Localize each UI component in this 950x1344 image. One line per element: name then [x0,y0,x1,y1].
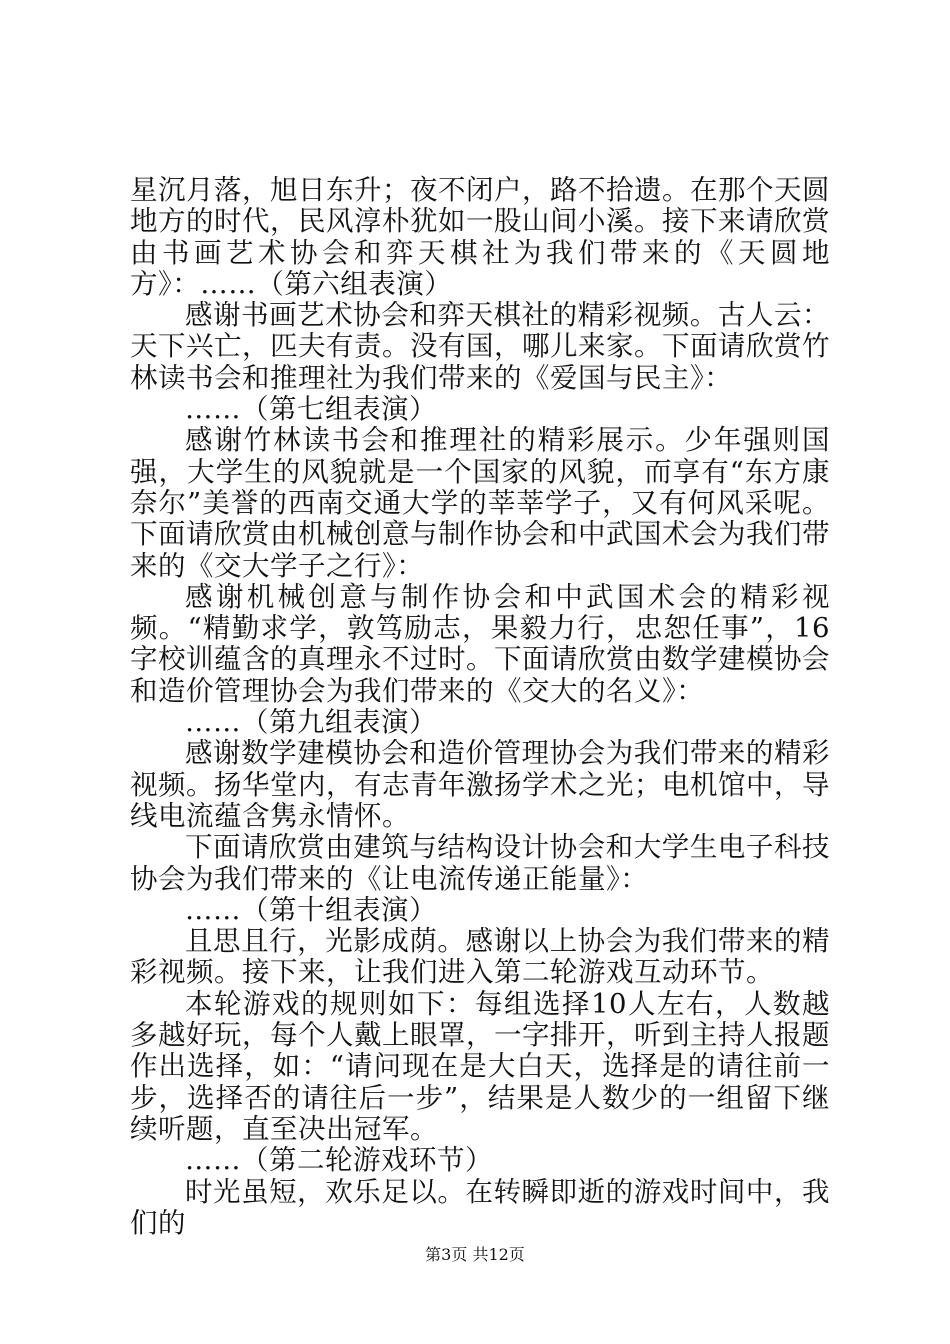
paragraph-6: ……（第九组表演） [185,706,437,739]
paragraph-3: ……（第七组表演） [185,393,437,426]
paragraph-7: 感谢数学建模协会和造价管理协会为我们带来的精彩视频。扬华堂内，有志青年激扬学术之光；电机馆中，导线电流蕴含隽永情怀。 [130,737,830,832]
paragraph-12: ……（第二轮游戏环节） [185,1144,493,1177]
paragraph-2: 感谢书画艺术协会和弈天棋社的精彩视频。古人云：天下兴亡，匹夫有责。没有国，哪儿来家。下面请欣赏竹林读书会和推理社为我们带来的《爱国与民主》： [130,299,830,394]
paragraph-10: 且思且行，光影成荫。感谢以上协会为我们带来的精彩视频。接下来，让我们进入第二轮游戏互动环节。 [130,925,830,989]
paragraph-9: ……（第十组表演） [185,893,437,926]
page-number-footer: 第3页 共12页 [425,1245,525,1264]
paragraph-1: 星沉月落，旭日东升；夜不闭户，路不拾遗。在那个天圆地方的时代，民风淳朴犹如一股山间小溪。接下来请欣赏由书画艺术协会和弈天棋社为我们带来的《天圆地方》：……（第六组表演） [130,174,830,300]
document-body [130,175,830,1239]
paragraph-11: 本轮游戏的规则如下：每组选择10人左右，人数越多越好玩，每个人戴上眼罩，一字排开，听到主持人报题作出选择，如：“请问现在是大白天，选择是的请往前一步，选择否的请往后一步”，结果是人数少的一组留下继续听题，直至决出冠军。 [130,987,830,1145]
paragraph-8: 下面请欣赏由建筑与结构设计协会和大学生电子科技协会为我们带来的《让电流传递正能量》： [130,831,830,895]
paragraph-13: 时光虽短，欢乐足以。在转瞬即逝的游戏时间中，我们的 [130,1175,830,1239]
paragraph-5: 感谢机械创意与制作协会和中武国术会的精彩视频。“精勤求学，敦笃励志，果毅力行，忠恕任事”，16字校训蕴含的真理永不过时。下面请欣赏由数学建模协会和造价管理协会为我们带来的《交大的名义》： [130,580,830,707]
paragraph-4: 感谢竹林读书会和推理社的精彩展示。少年强则国强，大学生的风貌就是一个国家的风貌，而享有“东方康奈尔”美誉的西南交通大学的莘莘学子，又有何风采呢。下面请欣赏由机械创意与制作协会和中武国术会为我们带来的《交大学子之行》： [130,424,830,582]
